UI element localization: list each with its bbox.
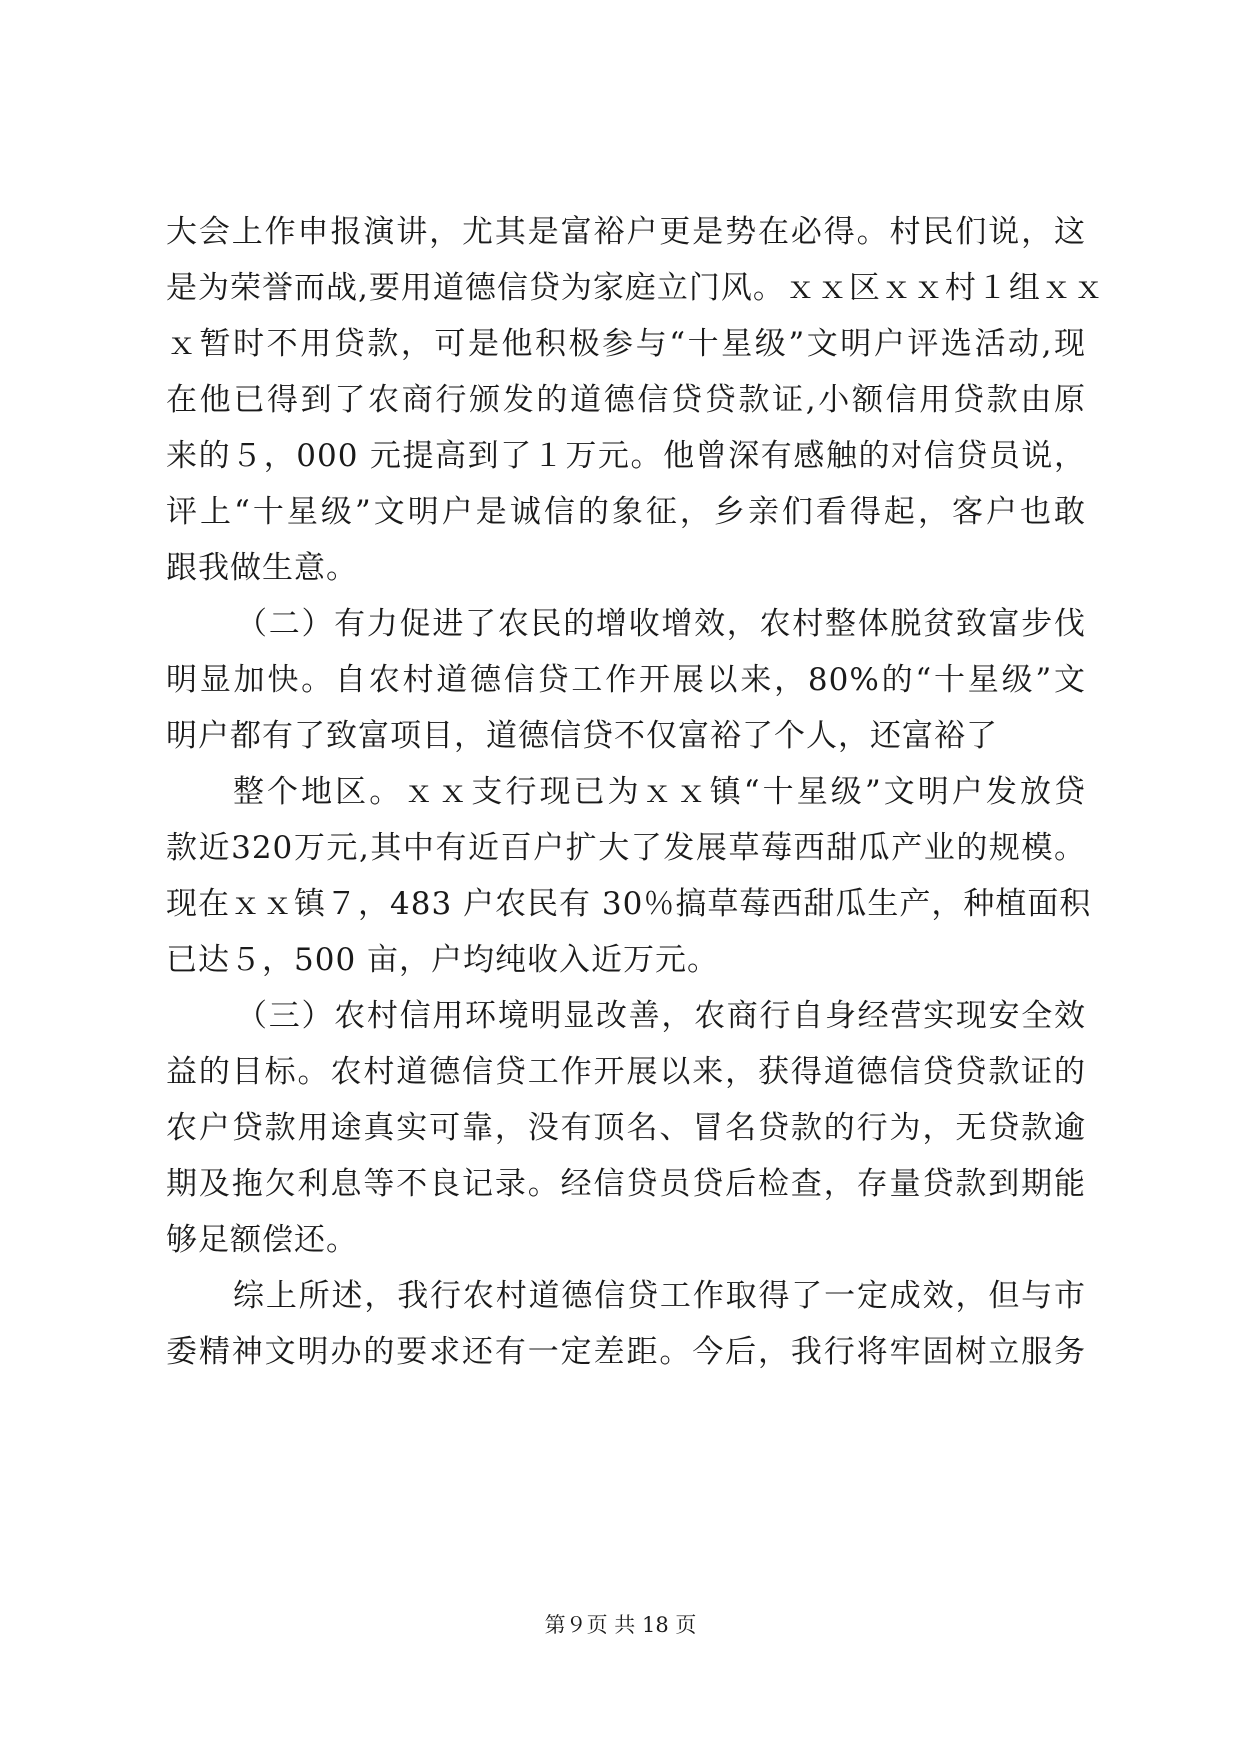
text-line: 益的目标。农村道德信贷工作开展以来，获得道德信贷贷款证的 xyxy=(166,1054,1086,1090)
text-line: 评上“十星级”文明户是诚信的象征，乡亲们看得起，客户也敢 xyxy=(166,494,1086,530)
text-line: 是为荣誉而战,要用道德信贷为家庭立门风。ｘｘ区ｘｘ村１组ｘｘ xyxy=(166,270,1105,306)
text-line: （三）农村信用环境明显改善，农商行自身经营实现安全效 xyxy=(236,998,1086,1034)
text-line: 款近320万元,其中有近百户扩大了发展草莓西甜瓜产业的规模。 xyxy=(166,830,1086,866)
text-line: 农户贷款用途真实可靠，没有顶名、冒名贷款的行为，无贷款逾 xyxy=(166,1110,1086,1146)
text-line: （二）有力促进了农民的增收增效，农村整体脱贫致富步伐 xyxy=(236,606,1086,642)
text-line: 够足额偿还。 xyxy=(166,1222,358,1258)
text-line: 期及拖欠利息等不良记录。经信贷员贷后检查，存量贷款到期能 xyxy=(166,1166,1086,1202)
text-line: 已达５，500 亩，户均纯收入近万元。 xyxy=(166,942,720,978)
text-line: 明显加快。自农村道德信贷工作开展以来，80%的“十星级”文 xyxy=(166,662,1086,698)
text-line: 明户都有了致富项目，道德信贷不仅富裕了个人，还富裕了 xyxy=(166,718,998,754)
text-line: 委精神文明办的要求还有一定差距。今后，我行将牢固树立服务 xyxy=(166,1334,1086,1370)
text-line: 现在ｘｘ镇７，483 户农民有 30％搞草莓西甜瓜生产，种植面积 xyxy=(166,886,1092,922)
text-line: 整个地区。ｘｘ支行现已为ｘｘ镇“十星级”文明户发放贷 xyxy=(233,774,1086,810)
text-line: ｘ暂时不用贷款，可是他积极参与“十星级”文明户评选活动,现 xyxy=(166,326,1086,362)
text-line: 跟我做生意。 xyxy=(166,550,358,586)
text-line: 来的５，000 元提高到了１万元。他曾深有感触的对信贷员说， xyxy=(166,438,1086,474)
page-footer: 第９页 共 18 页 xyxy=(544,1613,697,1637)
text-line: 大会上作申报演讲，尤其是富裕户更是势在必得。村民们说，这 xyxy=(166,214,1086,250)
text-line: 综上所述，我行农村道德信贷工作取得了一定成效，但与市 xyxy=(233,1278,1086,1314)
text-line: 在他已得到了农商行颁发的道德信贷贷款证,小额信用贷款由原 xyxy=(166,382,1086,418)
